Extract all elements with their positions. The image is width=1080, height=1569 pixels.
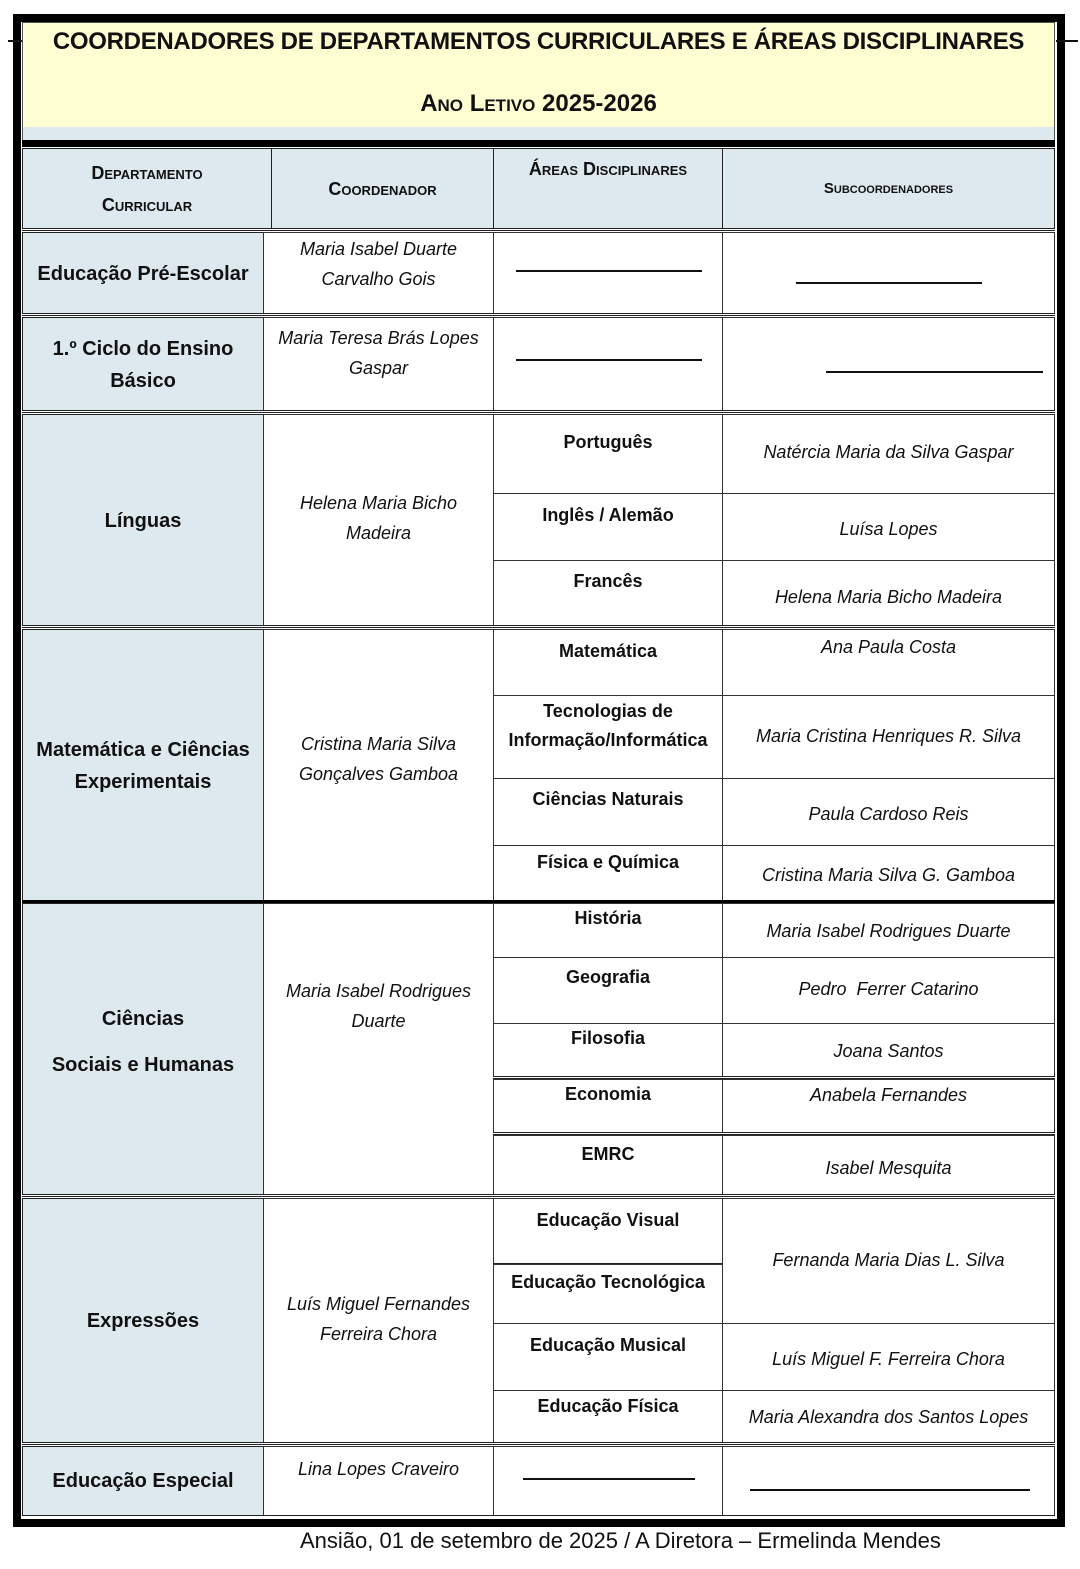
coordinator-name-line2: Gonçalves Gamboa xyxy=(298,764,459,784)
header-coordinator xyxy=(271,148,494,230)
department-name-line2: Básico xyxy=(110,369,176,392)
department-name-line2: Experimentais xyxy=(74,770,212,793)
header-subcoordinators-label: Subcoordenadores xyxy=(823,180,954,197)
school-year: Ano Letivo 2025-2026 xyxy=(420,90,657,117)
coordinator-cell xyxy=(263,1198,494,1444)
coordinator-cell xyxy=(263,1446,494,1516)
subcoordinator-portugues xyxy=(722,414,1055,494)
area-filosofia xyxy=(493,1023,723,1077)
coordinator-name-line1: Maria Isabel Duarte xyxy=(299,239,458,259)
row-separator xyxy=(22,625,1055,628)
area-historia xyxy=(493,903,723,958)
row-separator xyxy=(22,410,1055,413)
subcoordinator-name: Joana Santos xyxy=(833,1041,944,1061)
department-name: Educação Pré-Escolar xyxy=(37,262,249,285)
row-separator xyxy=(22,228,1055,231)
department-educacao-especial xyxy=(22,1446,264,1516)
row-separator xyxy=(22,1442,1055,1445)
subcoordinator-name: Cristina Maria Silva G. Gamboa xyxy=(761,865,1016,885)
area-educacao-musical xyxy=(493,1323,723,1391)
header-department-line2: Curricular xyxy=(101,195,193,215)
area-educacao-tecnologica xyxy=(493,1264,723,1324)
area-name: Inglês / Alemão xyxy=(542,505,674,525)
area-name: Educação Física xyxy=(537,1396,679,1416)
coordinator-name-line2: Madeira xyxy=(345,523,411,543)
subcoordinator-name: Paula Cardoso Reis xyxy=(808,803,969,824)
area-educacao-visual xyxy=(493,1198,723,1265)
subcoordinator-name: Isabel Mesquita xyxy=(825,1157,952,1178)
header-subcoordinators xyxy=(722,148,1055,230)
department-pre-escolar xyxy=(22,232,264,315)
subcoordinator-name: Anabela Fernandes xyxy=(809,1085,968,1105)
department-name-line1: Matemática e Ciências xyxy=(36,738,250,761)
department-name: Expressões xyxy=(86,1310,200,1332)
row-separator xyxy=(22,1194,1055,1197)
coordinator-cell xyxy=(263,414,494,627)
coordinator-cell xyxy=(263,232,494,315)
subcoordinator-name: Natércia Maria da Silva Gaspar xyxy=(763,441,1014,462)
subcoordinator-cell-empty xyxy=(722,317,1055,412)
area-name: História xyxy=(574,908,642,928)
department-name-line1: Ciências xyxy=(101,1008,185,1030)
blank-line xyxy=(523,1478,695,1480)
header-coordinator-label: Coordenador xyxy=(328,179,437,199)
area-name: Ciências Naturais xyxy=(532,789,684,809)
area-name: EMRC xyxy=(581,1144,635,1164)
department-1-ciclo xyxy=(22,317,264,412)
area-name: Francês xyxy=(573,571,643,591)
department-name: Línguas xyxy=(104,509,182,532)
coordinator-name-line2: Ferreira Chora xyxy=(319,1323,438,1344)
department-linguas xyxy=(22,414,264,627)
area-name: Física e Química xyxy=(536,852,680,872)
subcoordinator-cell-empty xyxy=(722,232,1055,315)
header-department-line1: Departamento xyxy=(91,163,203,183)
department-name: Educação Especial xyxy=(52,1470,234,1492)
subcoordinator-filosofia xyxy=(722,1023,1055,1077)
page-title: COORDENADORES DE DEPARTAMENTOS CURRICULARES E ÁREAS DISCIPLINARES xyxy=(52,28,1025,55)
department-matematica-ciencias xyxy=(22,629,264,902)
department-name-line1: 1.º Ciclo do Ensino xyxy=(52,337,234,360)
area-name: Economia xyxy=(564,1084,652,1104)
subcoordinator-name: Fernanda Maria Dias L. Silva xyxy=(772,1250,1005,1270)
blank-line xyxy=(516,270,702,272)
coordinator-name-line2: Gaspar xyxy=(348,358,409,378)
subcoordinator-historia xyxy=(722,903,1055,958)
subcoordinator-name: Maria Cristina Henriques R. Silva xyxy=(755,726,1022,746)
coordinator-name-line2: Carvalho Gois xyxy=(321,269,436,289)
subcoordinator-matematica xyxy=(722,629,1055,696)
area-matematica xyxy=(493,629,723,696)
coordinator-cell xyxy=(263,903,494,1196)
coordinator-name-line1: Cristina Maria Silva xyxy=(300,734,457,754)
subcoordinator-name: Luís Miguel F. Ferreira Chora xyxy=(772,1348,1005,1369)
subcoordinator-cell-empty xyxy=(722,1446,1055,1516)
subcoordinator-emrc xyxy=(722,1135,1055,1196)
area-name: Educação Visual xyxy=(536,1210,680,1230)
row-separator xyxy=(22,313,1055,316)
area-ingles-alemao xyxy=(493,493,723,561)
subcoordinator-fisica-quimica xyxy=(722,845,1055,902)
areas-cell-empty xyxy=(493,1446,723,1516)
areas-cell-empty xyxy=(493,317,723,412)
coordinator-cell xyxy=(263,317,494,412)
subcoordinator-ingles-alemao xyxy=(722,493,1055,561)
subcoordinator-economia xyxy=(722,1079,1055,1134)
header-areas xyxy=(493,148,723,230)
coordinator-name-line1: Maria Isabel Rodrigues xyxy=(285,981,472,1001)
blank-line xyxy=(516,359,702,361)
area-name-line2: Informação/Informática xyxy=(508,730,708,750)
subcoordinator-name: Maria Isabel Rodrigues Duarte xyxy=(766,920,1011,941)
area-fisica-quimica xyxy=(493,845,723,902)
subcoordinator-name: Helena Maria Bicho Madeira xyxy=(774,586,1003,607)
area-name: Educação Musical xyxy=(529,1335,687,1355)
subcoordinator-name: Ana Paula Costa xyxy=(820,637,957,657)
area-name: Português xyxy=(563,432,653,452)
margin-mark-right xyxy=(1056,40,1078,42)
areas-cell-empty xyxy=(493,232,723,315)
area-frances xyxy=(493,560,723,627)
coordinator-name-line1: Helena Maria Bicho xyxy=(299,493,458,513)
area-name: Geografia xyxy=(565,967,651,987)
subcoordinator-name: Luísa Lopes xyxy=(839,518,938,539)
area-geografia xyxy=(493,957,723,1024)
area-economia xyxy=(493,1079,723,1134)
coordinator-name-line2: Duarte xyxy=(351,1011,406,1031)
title-divider xyxy=(22,140,1055,147)
area-educacao-fisica xyxy=(493,1390,723,1444)
area-name: Educação Tecnológica xyxy=(511,1272,705,1292)
area-name: Filosofia xyxy=(570,1028,645,1048)
area-ciencias-naturais xyxy=(493,778,723,846)
header-areas-label: Áreas Disciplinares xyxy=(528,159,688,179)
blank-line xyxy=(826,371,1043,373)
area-name: Matemática xyxy=(558,641,658,661)
subcoordinator-name: Pedro Ferrer Catarino xyxy=(798,978,979,999)
area-name-line1: Tecnologias de xyxy=(543,701,673,721)
subcoordinator-tic xyxy=(722,695,1055,779)
title-strip xyxy=(22,127,1055,140)
subcoordinator-ciencias-naturais xyxy=(722,778,1055,846)
subcoordinator-geografia xyxy=(722,957,1055,1024)
department-name-line2: Sociais e Humanas xyxy=(51,1054,235,1076)
subcoordinator-name: Maria Alexandra dos Santos Lopes xyxy=(748,1407,1029,1427)
blank-line xyxy=(750,1489,1030,1491)
subcoordinator-frances xyxy=(722,560,1055,627)
coordinator-name: Lina Lopes Craveiro xyxy=(297,1459,460,1479)
area-portugues xyxy=(493,414,723,494)
header-department xyxy=(22,148,272,230)
coordinator-cell xyxy=(263,629,494,902)
subcoordinator-ev-et xyxy=(722,1198,1055,1324)
subcoordinator-educacao-fisica xyxy=(722,1390,1055,1444)
margin-mark-left xyxy=(8,40,22,42)
footer-signature: Ansião, 01 de setembro de 2025 / A Diretora – Ermelinda Mendes xyxy=(300,1528,941,1553)
department-ciencias-sociais-humanas xyxy=(22,903,264,1196)
blank-line xyxy=(796,282,982,284)
table-bottom-border xyxy=(22,1515,1055,1518)
coordinator-name-line1: Luís Miguel Fernandes xyxy=(286,1293,471,1314)
area-emrc xyxy=(493,1135,723,1196)
coordinator-name-line1: Maria Teresa Brás Lopes xyxy=(278,328,479,348)
department-expressoes xyxy=(22,1198,264,1444)
area-tic xyxy=(493,695,723,779)
subcoordinator-educacao-musical xyxy=(722,1323,1055,1391)
